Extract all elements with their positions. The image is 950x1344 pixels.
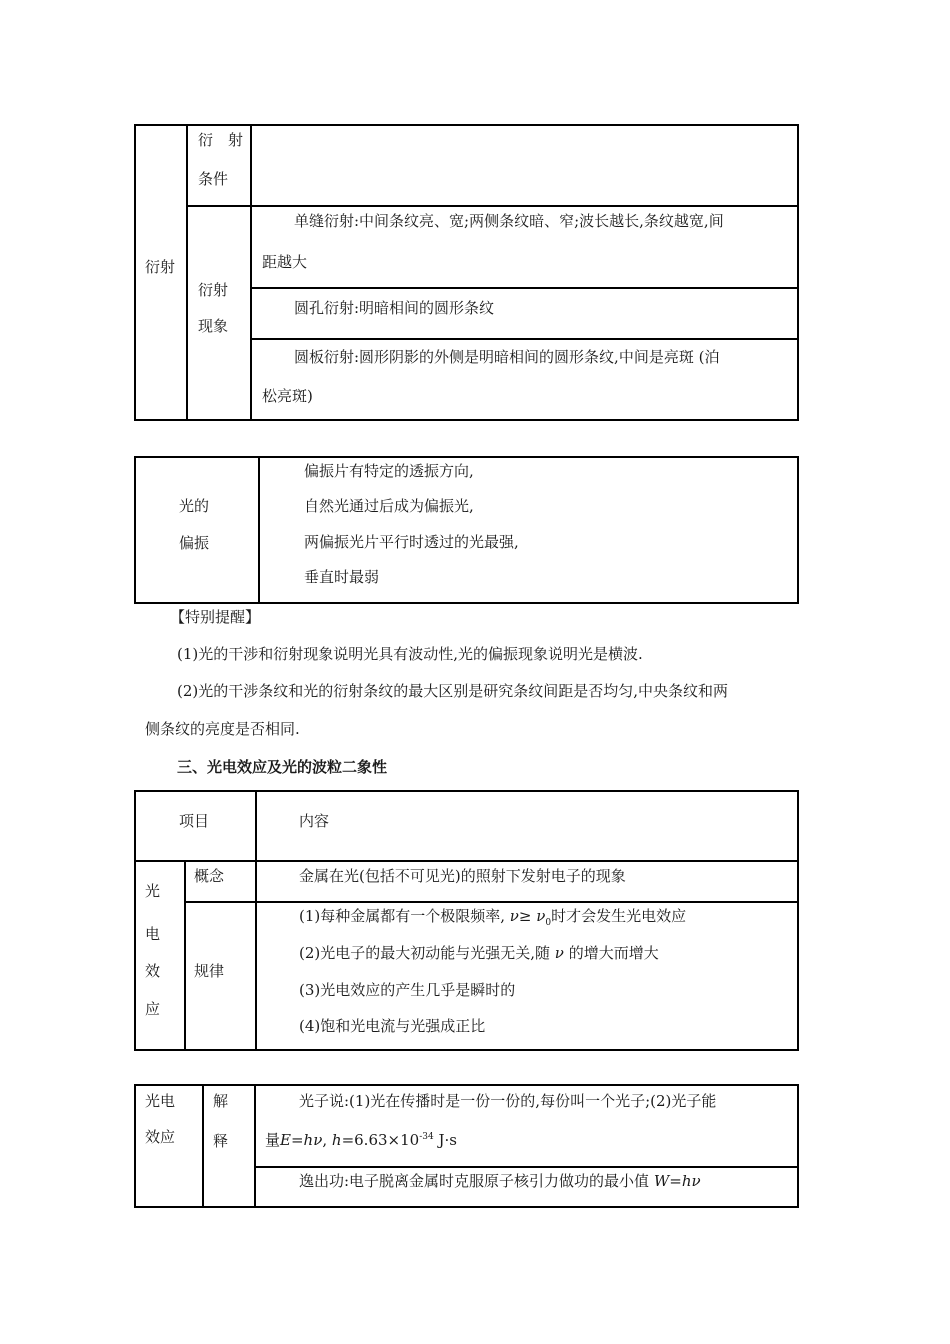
- explanation-category-2: 效应: [145, 1128, 176, 1146]
- diffraction-phenomenon-label-2: 现象: [198, 317, 229, 335]
- reminder-title: 【特别提醒】: [170, 608, 261, 626]
- concept-value: 金属在光(包括不可见光)的照射下发射电子的现象: [299, 867, 626, 885]
- header-content: 内容: [299, 812, 330, 830]
- law-3: (3)光电效应的产生几乎是瞬时的: [299, 981, 516, 999]
- diffraction-condition-label-1: 衍 射: [198, 131, 244, 149]
- header-item: 项目: [179, 812, 210, 830]
- reminder-item-2-line-2: 侧条纹的亮度是否相同.: [145, 720, 300, 738]
- polarization-label-2: 偏振: [179, 534, 210, 552]
- work-function: 逸出功:电子脱离金属时克服原子核引力做功的最小值 W=hν: [299, 1172, 701, 1190]
- section-heading: 三、光电效应及光的波粒二象性: [177, 758, 388, 776]
- diffraction-category: 衍射: [145, 258, 176, 276]
- explain-label-2: 释: [213, 1132, 229, 1150]
- photoelectric-char-4: 应: [145, 1000, 161, 1018]
- concept-label: 概念: [194, 867, 225, 885]
- law-4: (4)饱和光电流与光强成正比: [299, 1017, 486, 1035]
- single-slit-line-1: 单缝衍射:中间条纹亮、宽;两侧条纹暗、窄;波长越长,条纹越宽,间: [294, 212, 724, 230]
- reminder-item-1: (1)光的干涉和衍射现象说明光具有波动性,光的偏振现象说明光是横波.: [177, 645, 643, 663]
- circular-plate-line-1: 圆板衍射:圆形阴影的外侧是明暗相间的圆形条纹,中间是亮斑 (泊: [294, 348, 720, 366]
- polarization-line-1: 偏振片有特定的透振方向,: [304, 462, 474, 480]
- law-1: (1)每种金属都有一个极限频率, $\nu\ge \nu_0$时才会发生光电效应: [299, 907, 687, 928]
- explain-label-1: 解: [213, 1092, 229, 1110]
- photon-theory-line-2: 量E=hν, $h=6.63\times 10^{-34}$ J·s: [265, 1131, 457, 1149]
- law-2: (2)光电子的最大初动能与光强无关,随 ν 的增大而增大: [299, 944, 659, 962]
- single-slit-line-2: 距越大: [262, 253, 308, 271]
- polarization-label-1: 光的: [179, 497, 210, 515]
- reminder-item-2-line-1: (2)光的干涉条纹和光的衍射条纹的最大区别是研究条纹间距是否均匀,中央条纹和两: [177, 682, 729, 700]
- diffraction-phenomenon-label-1: 衍射: [198, 281, 229, 299]
- law-label: 规律: [194, 962, 225, 980]
- explanation-category-1: 光电: [145, 1092, 176, 1110]
- circular-hole-diffraction: 圆孔衍射:明暗相间的圆形条纹: [294, 299, 495, 317]
- photoelectric-char-3: 效: [145, 962, 161, 980]
- circular-plate-line-2: 松亮斑): [262, 387, 313, 405]
- diffraction-condition-label-2: 条件: [198, 170, 229, 188]
- photon-theory-line-1: 光子说:(1)光在传播时是一份一份的,每份叫一个光子;(2)光子能: [299, 1092, 717, 1110]
- polarization-line-4: 垂直时最弱: [304, 568, 380, 586]
- photoelectric-char-1: 光: [145, 882, 161, 900]
- polarization-line-2: 自然光通过后成为偏振光,: [304, 497, 474, 515]
- polarization-line-3: 两偏振光片平行时透过的光最强,: [304, 533, 519, 551]
- photoelectric-char-2: 电: [145, 925, 161, 943]
